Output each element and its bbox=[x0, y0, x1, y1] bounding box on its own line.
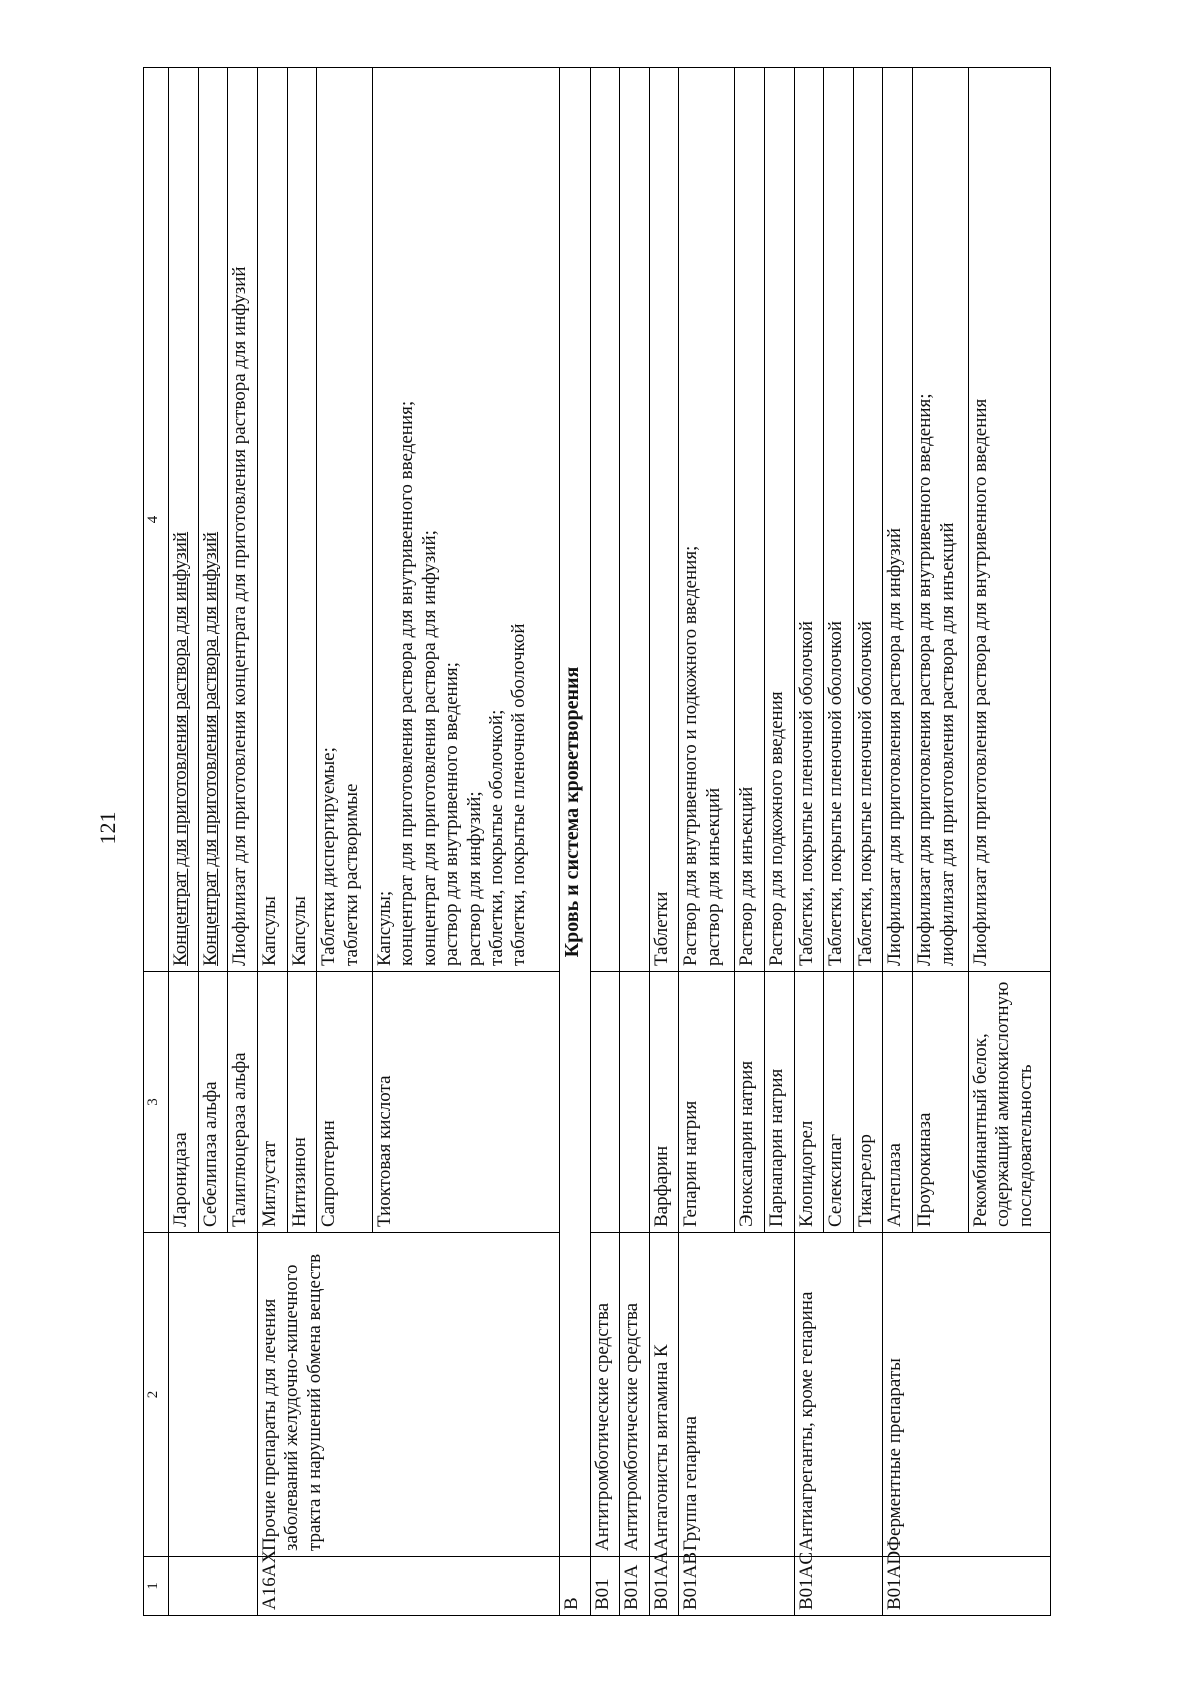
atc-group-cell: Антитромботические средства bbox=[590, 1233, 620, 1557]
atc-code-cell: A16AX bbox=[257, 1557, 559, 1616]
dosage-form-cell: Таблетки, покрытые пленочной оболочкой bbox=[824, 68, 854, 972]
dosage-form-cell bbox=[620, 68, 650, 972]
atc-code-cell: B01AA bbox=[649, 1557, 679, 1616]
substance-cell: Проурокиназа bbox=[913, 972, 969, 1233]
atc-code-cell: B01AB bbox=[679, 1557, 794, 1616]
substance-cell: Алтеплаза bbox=[883, 972, 913, 1233]
dosage-form-line: Лиофилизат для приготовления раствора для внутривенного введения; bbox=[914, 393, 936, 966]
atc-group-cell: Антитромботические средства bbox=[620, 1233, 650, 1557]
table-row bbox=[257, 68, 287, 1616]
dosage-form-cell: Капсулы bbox=[257, 68, 287, 972]
dosage-form-cell: Лиофилизат для приготовления раствора для внутривенного введения bbox=[968, 68, 1050, 972]
substance-cell bbox=[620, 972, 650, 1233]
document-table-rotated bbox=[143, 68, 1051, 1616]
atc-code-cell: B01 bbox=[590, 1557, 620, 1616]
page-number: 121 bbox=[95, 811, 120, 845]
substance-cell: Клопидогрел bbox=[794, 972, 824, 1233]
dosage-form-cell: Лиофилизат для приготовления концентрата для приготовления раствора для инфузий bbox=[228, 68, 258, 972]
substance-cell: Парнапарин натрия bbox=[764, 972, 794, 1233]
dosage-form-line: раствор для инфузий; bbox=[463, 791, 485, 966]
table-row bbox=[620, 68, 650, 1616]
column-number: 3 bbox=[144, 972, 169, 1233]
atc-group-cell: Группа гепарина bbox=[679, 1233, 794, 1557]
dosage-form-cell: Таблетки bbox=[649, 68, 679, 972]
dosage-form-cell: Таблетки, покрытые пленочной оболочкой bbox=[794, 68, 824, 972]
substance-cell: Тиоктовая кислота bbox=[373, 972, 560, 1233]
section-row bbox=[559, 68, 590, 1616]
atc-group-cell: Антагонисты витамина К bbox=[649, 1233, 679, 1557]
atc-group-cell bbox=[169, 1233, 258, 1557]
dosage-form-line: раствор для инъекций bbox=[702, 787, 724, 966]
dosage-form-line: Таблетки диспергируемые; bbox=[318, 747, 340, 966]
substance-cell: Миглустат bbox=[257, 972, 287, 1233]
substance-cell: Ларонидаза bbox=[169, 972, 199, 1233]
substance-cell: Себелипаза альфа bbox=[198, 972, 228, 1233]
dosage-form-line: таблетки, покрытые оболочкой; bbox=[486, 709, 508, 966]
substance-cell: Нитизинон bbox=[287, 972, 317, 1233]
column-number: 2 bbox=[144, 1233, 169, 1557]
atc-code-cell: B01AD bbox=[883, 1557, 1051, 1616]
atc-group-cell: Антиагреганты, кроме гепарина bbox=[794, 1233, 883, 1557]
dosage-form-cell: Концентрат для приготовления раствора для инфузий bbox=[198, 68, 228, 972]
section-code-cell: B bbox=[559, 1557, 590, 1616]
dosage-form-cell: Раствор для инъекций bbox=[735, 68, 765, 972]
table-row bbox=[169, 68, 199, 1616]
table-row bbox=[883, 68, 913, 1616]
table-row bbox=[649, 68, 679, 1616]
substance-cell: Эноксапарин натрия bbox=[735, 972, 765, 1233]
atc-group-cell: Ферментные препараты bbox=[883, 1233, 1051, 1557]
atc-code-cell: B01A bbox=[620, 1557, 650, 1616]
medicines-table bbox=[143, 67, 1051, 1616]
dosage-form-cell: Капсулы bbox=[287, 68, 317, 972]
dosage-form-line: таблетки, покрытые пленочной оболочкой bbox=[508, 623, 530, 966]
substance-cell: Рекомбинантный белок, содержащий аминокислотную последовательность bbox=[968, 972, 1050, 1233]
column-number: 1 bbox=[144, 1557, 169, 1616]
dosage-form-line: таблетки растворимые bbox=[340, 783, 362, 966]
substance-cell: Гепарин натрия bbox=[679, 972, 735, 1233]
atc-group-cell: Прочие препараты для лечения заболеваний желудочно-кишечного тракта и нарушений обмена веществ bbox=[257, 1233, 559, 1557]
dosage-form-line: концентрат для приготовления раствора для инфузий; bbox=[418, 530, 440, 966]
substance-cell: Талиглюцераза альфа bbox=[228, 972, 258, 1233]
dosage-form-line: концентрат для приготовления раствора для внутривенного введения; bbox=[396, 400, 418, 966]
dosage-form-cell: Раствор для подкожного введения bbox=[764, 68, 794, 972]
substance-cell bbox=[590, 972, 620, 1233]
dosage-form-cell bbox=[590, 68, 620, 972]
dosage-form-line: Раствор для внутривенного и подкожного введения; bbox=[680, 545, 702, 966]
atc-code-cell bbox=[169, 1557, 258, 1616]
table-row bbox=[590, 68, 620, 1616]
column-number: 4 bbox=[144, 68, 169, 972]
dosage-form-cell bbox=[373, 68, 560, 972]
dosage-form-line: Капсулы; bbox=[374, 890, 395, 966]
dosage-form-cell bbox=[317, 68, 373, 972]
table-row bbox=[679, 68, 735, 1616]
dosage-form-cell bbox=[679, 68, 735, 972]
dosage-form-cell: Концентрат для приготовления раствора для инфузий bbox=[169, 68, 199, 972]
dosage-form-cell: Таблетки, покрытые пленочной оболочкой bbox=[853, 68, 883, 972]
substance-cell: Сапроптерин bbox=[317, 972, 373, 1233]
dosage-form-cell: Лиофилизат для приготовления раствора для инфузий bbox=[883, 68, 913, 972]
table-row bbox=[794, 68, 824, 1616]
dosage-form-line: раствор для внутривенного введения; bbox=[441, 662, 463, 966]
dosage-form-line: лиофилизат для приготовления раствора для инъекций bbox=[936, 522, 958, 966]
substance-cell: Селексипаг bbox=[824, 972, 854, 1233]
section-title: Кровь и система кроветворения bbox=[559, 68, 590, 1557]
substance-cell: Варфарин bbox=[649, 972, 679, 1233]
column-number-row bbox=[144, 68, 169, 1616]
substance-cell: Тикагрелор bbox=[853, 972, 883, 1233]
dosage-form-cell bbox=[913, 68, 969, 972]
atc-code-cell: B01AC bbox=[794, 1557, 883, 1616]
